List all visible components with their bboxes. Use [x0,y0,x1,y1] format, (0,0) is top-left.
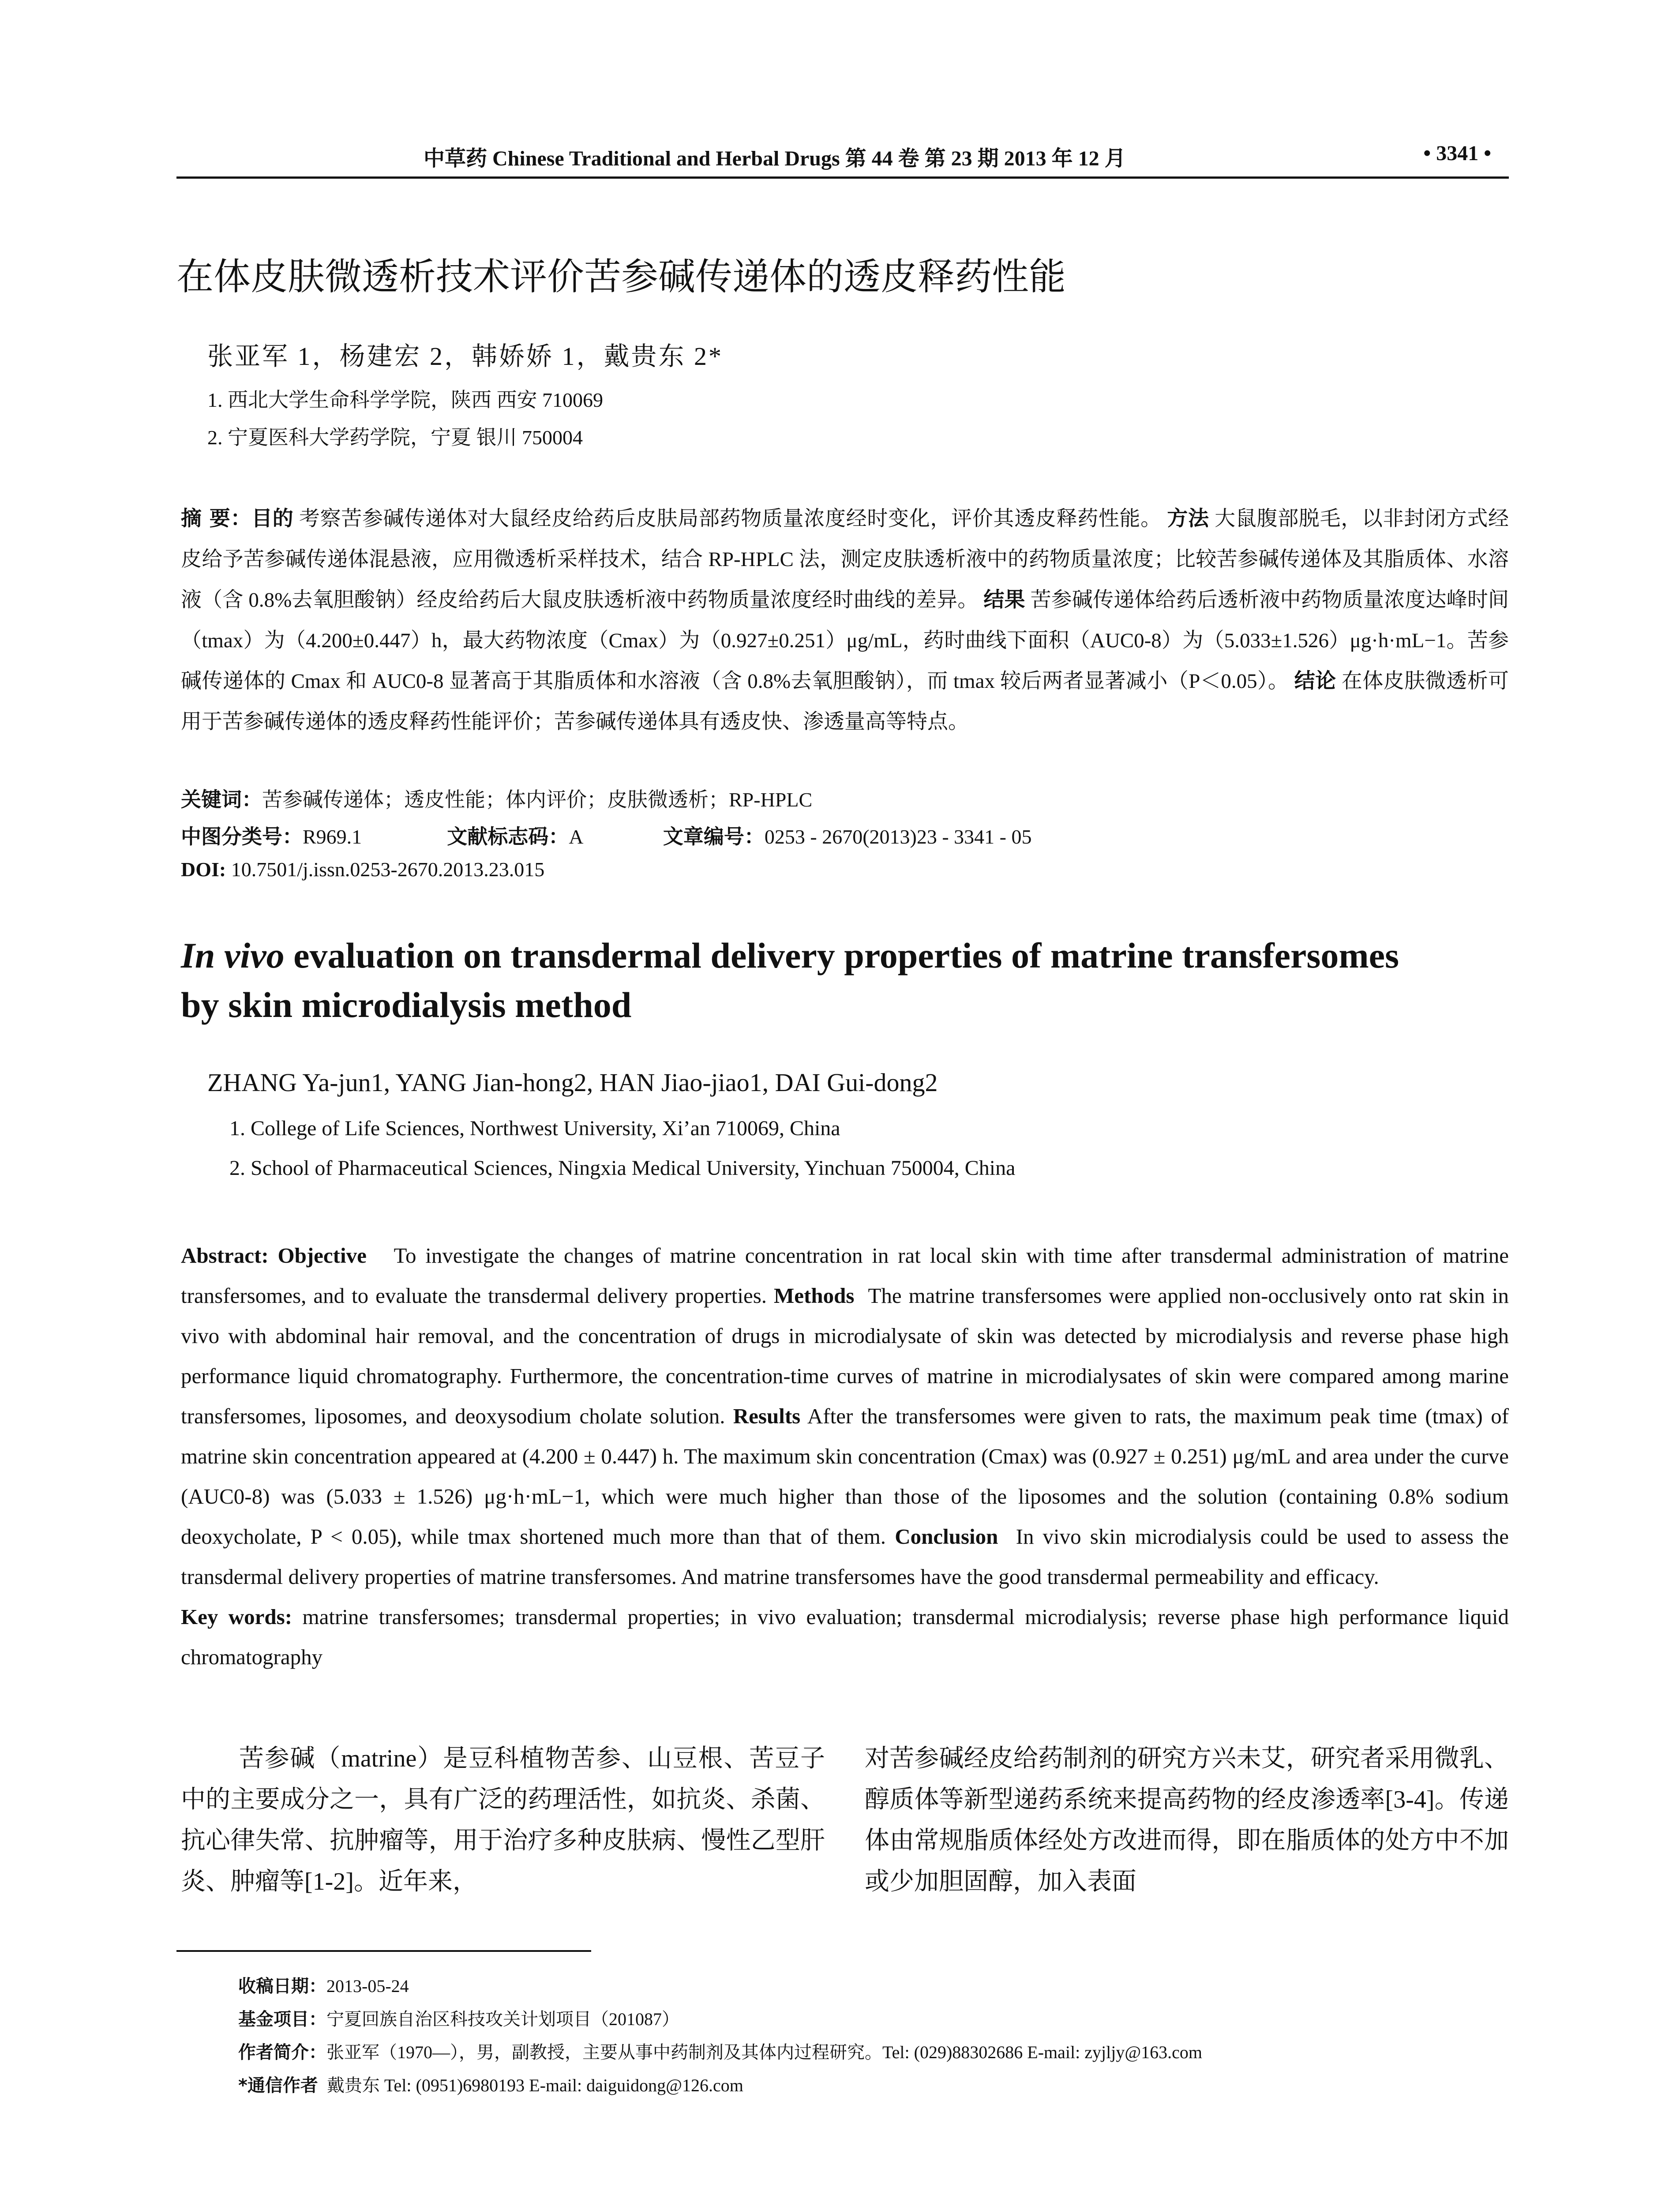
methods-en-text: The matrine transfersomes were applied non-occlusively onto rat skin in vivo with abdominal hair removal, and the concentration of drugs in microdialysate of skin was detected by microdialysis and reverse phase high performance liquid chromatography. Furthermore, the concentration-time curves of matrine in microdialysates of skin were compared among marine transfersomes, liposomes, and deoxysodium cholate solution. [181,1283,1509,1428]
title-line-1: evaluation on transdermal delivery properties of matrine transfersomes [284,935,1399,975]
objective-label: 目的 [251,506,294,531]
results-label: 结果 [983,588,1025,612]
classification-line [181,821,1504,850]
doi-line [181,858,544,881]
keywords-en-text: matrine transfersomes; transdermal properties; in vivo evaluation; transdermal microdialysis; reverse phase high performance liquid chromatography [181,1605,1509,1669]
keywords-chinese [181,784,812,813]
page-number: • 3341 • [1423,142,1491,165]
footnote-label: 作者简介： [238,2042,326,2063]
journal-name: 中草药 Chinese Traditional and Herbal Drugs 第 44 卷 第 23 期 2013 年 12 月 [424,147,1126,170]
title-line-2: by skin microdialysis method [181,985,632,1025]
methods-text: 大鼠腹部脱毛，以非封闭方式经皮给予苦参碱传递体混悬液，应用微透析采样技术，结合 RP-HPLC 法，测定皮肤透析液中的药物质量浓度；比较苦参碱传递体及其脂质体、水溶液（含 0.8%去氧胆酸钠）经皮给药后大鼠皮肤透析液中药物质量浓度经时曲线的差异。 [181,507,1509,612]
objective-text: 考察苦参碱传递体对大鼠经皮给药后皮肤局部药物质量浓度经时变化，评价其透皮释药性能。 [299,507,1162,530]
footnote-author-bio [238,2038,1202,2063]
footnote-text: 张亚军（1970—），男，副教授，主要从事中药制剂及其体内过程研究。Tel: (029)88302686 E-mail: zyjljy@163.com [326,2042,1203,2062]
title-english [181,931,1513,1030]
keywords-text: 苦参碱传递体；透皮性能；体内评价；皮肤微透析；RP-HPLC [262,788,813,811]
authors-chinese: 张亚军 1，杨建宏 2，韩娇娇 1，戴贵东 2* [207,342,724,371]
clc-value: R969.1 [303,825,362,848]
results-en-text: After the transfersomes were given to rats, the maximum peak time (tmax) of matrine skin concentration appeared at (4.200 ± 0.447) h. The maximum skin concentration (Cmax) was (0.927 ± 0.251) μg/mL and area under the curve (AUC0-8) was (5.033 ± 1.526) μg·h·mL−1, which were much higher than those of the liposomes and the solution (containing 0.8% sodium deoxycholate, P < 0.05), while tmax shortened much more than that of them. [181,1404,1509,1549]
affiliation-en-1: 1. College of Life Sciences, Northwest University, Xi’an 710069, China [229,1117,840,1140]
conclusion-en-text: In vivo skin microdialysis could be used to assess the transdermal delivery properties of matrine transfersomes. And matrine transfersomes have the good transdermal permeability and efficacy. [181,1524,1509,1589]
methods-label: 方法 [1167,506,1209,531]
keywords-label: 关键词： [181,788,262,811]
body-right-text: 对苦参碱经皮给药制剂的研究方兴未艾，研究者采用微乳、醇质体等新型递药系统来提高药物的经皮渗透率[3-4]。传递体由常规脂质体经处方改进而得，即在脂质体的处方中不加或少加胆固醇，加入表面 [865,1745,1509,1895]
footnote-received [238,1972,409,1997]
doc-code-value: A [569,825,582,848]
footnote-label: *通信作者 [238,2075,318,2096]
affiliation-en-2: 2. School of Pharmaceutical Sciences, Ningxia Medical University, Yinchuan 750004, China [229,1156,1016,1180]
footnote-label: 基金项目： [238,2009,326,2030]
doi-value: 10.7501/j.issn.0253-2670.2013.23.015 [231,858,545,881]
conclusion-en-label: Conclusion [895,1524,998,1549]
doc-code-label: 文献标志码： [447,825,569,848]
authors-english: ZHANG Ya-jun1, YANG Jian-hong2, HAN Jiao-jiao1, DAI Gui-dong2 [207,1068,938,1097]
abstract-english [181,1235,1509,1677]
results-en-label: Results [733,1404,801,1428]
affiliation-cn-2: 2. 宁夏医科大学药学院，宁夏 银川 750004 [207,426,583,449]
abstract-en-label: Abstract: Objective [181,1243,367,1268]
footnote-corresponding [238,2071,743,2097]
affiliation-cn-1: 1. 西北大学生命科学学院，陕西 西安 710069 [207,389,603,411]
results-text: 苦参碱传递体给药后透析液中药物质量浓度达峰时间（tmax）为（4.200±0.447）h，最大药物浓度（Cmax）为（0.927±0.251）μg/mL，药时曲线下面积（AUC0-8）为（5.033±1.526）μg·h·mL−1。苦参碱传递体的 Cmax 和 AUC0-8 显著高于其脂质体和水溶液（含 0.8%去氧胆酸钠），而 tmax 较后两者显著减小（P＜0.05）。 [181,589,1509,693]
keywords-en-label: Key words: [181,1605,292,1629]
methods-en-label: Methods [774,1283,855,1308]
footnote-label: 收稿日期： [238,1976,326,1996]
body-column-left [181,1738,825,1902]
footnote-funding [238,2005,679,2030]
body-column-right [865,1738,1509,1902]
article-number-value: 0253 - 2670(2013)23 - 3341 - 05 [764,825,1032,848]
footnote-text: 宁夏回族自治区科技攻关计划项目（201087） [326,2009,679,2029]
conclusion-label: 结论 [1294,669,1336,693]
conclusion-text: 在体皮肤微透析可用于苦参碱传递体的透皮释药性能评价；苦参碱传递体具有透皮快、渗透量高等特点。 [181,670,1509,733]
footnote-rule [176,1950,591,1952]
abstract-label: 摘 要： [181,506,252,531]
title-italic: In vivo [181,935,285,975]
body-left-text: 苦参碱（matrine）是豆科植物苦参、山豆根、苦豆子中的主要成分之一，具有广泛的药理活性，如抗炎、杀菌、抗心律失常、抗肿瘤等，用于治疗多种皮肤病、慢性乙型肝炎、肿瘤等[1-2]。近年来， [181,1745,825,1895]
abstract-chinese [181,499,1509,742]
footnote-text: 戴贵东 Tel: (0951)6980193 E-mail: daiguidong@126.com [326,2075,743,2095]
objective-en-text: To investigate the changes of matrine concentration in rat local skin with time after transdermal administration of matrine transfersomes, and to evaluate the transdermal delivery properties. [181,1243,1509,1308]
running-header [176,137,1509,179]
footnote-text: 2013-05-24 [326,1976,409,1996]
article-number-label: 文章编号： [663,825,765,848]
doi-label: DOI: [181,858,226,881]
clc-label: 中图分类号： [181,825,303,848]
title-chinese: 在体皮肤微透析技术评价苦参碱传递体的透皮释药性能 [176,255,1066,298]
